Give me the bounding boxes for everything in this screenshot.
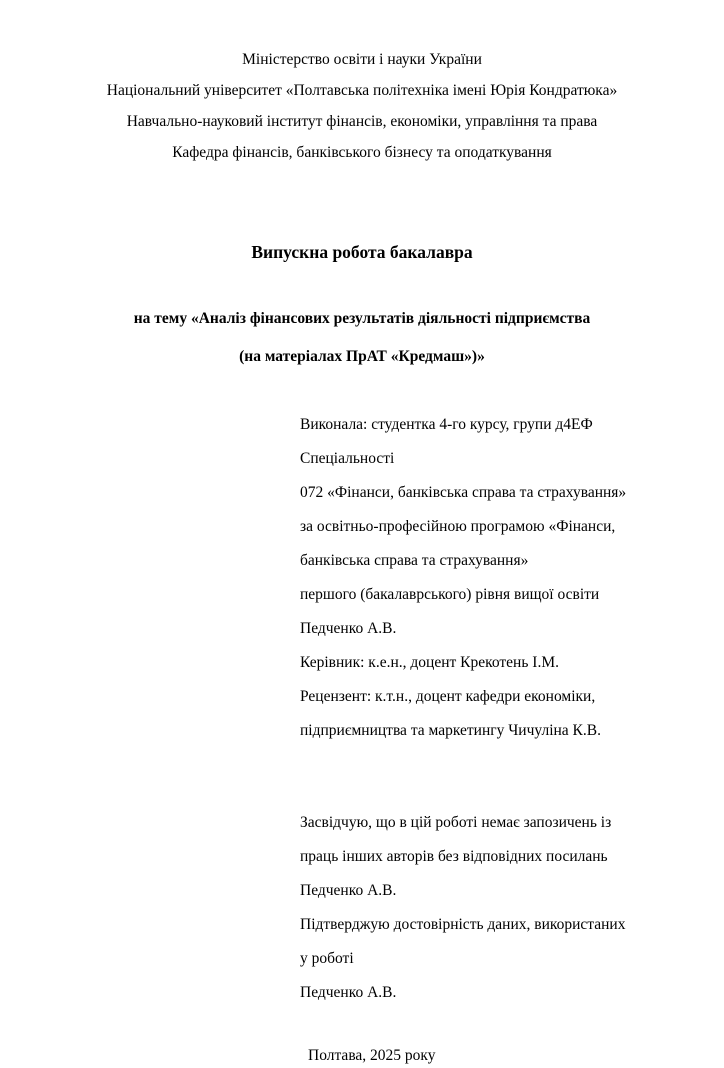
declaration-line: Педченко А.В. — [300, 984, 397, 1001]
details-line: Спеціальності — [300, 450, 395, 467]
details-line: Рецензент: к.т.н., доцент кафедри економіки, — [300, 688, 596, 705]
declaration — [300, 806, 684, 1010]
ministry-line: Міністерство освіти і науки України — [242, 51, 482, 68]
institute-line: Навчально-науковий інститут фінансів, економіки, управління та права — [126, 113, 598, 130]
work-title: Випускна робота бакалавра — [251, 242, 473, 262]
details-line: банківська справа та страхування» — [300, 552, 529, 569]
declaration-line: Педченко А.В. — [300, 882, 397, 899]
details-line: першого (бакалаврського) рівня вищої освіти — [300, 586, 600, 603]
details-line: підприємництва та маркетингу Чичуліна К.В. — [300, 722, 601, 739]
department-line: Кафедра фінансів, банківського бізнесу та оподаткування — [172, 144, 552, 161]
details-line: Виконала: студентка 4-го курсу, групи д4ЕФ — [300, 416, 593, 433]
thesis-topic — [0, 300, 724, 376]
details-line: 072 «Фінанси, банківська справа та страхування» — [300, 484, 627, 501]
topic-line-1: на тему «Аналіз фінансових результатів діяльності підприємства — [133, 310, 591, 327]
declaration-line: праць інших авторів без відповідних посилань — [300, 848, 608, 865]
details-line: за освітньо-професійною програмою «Фінанси, — [300, 518, 616, 535]
declaration-line: Засвідчую, що в цій роботі немає запозичень із — [300, 814, 612, 831]
city-year-line: Полтава, 2025 року — [308, 1047, 436, 1064]
declaration-line: у роботі — [300, 950, 354, 967]
topic-line-2: (на матеріалах ПрАТ «Кредмаш»)» — [239, 348, 485, 365]
institution-header — [0, 44, 724, 168]
details-line: Педченко А.В. — [300, 620, 397, 637]
university-line: Національний університет «Полтавська політехніка імені Юрія Кондратюка» — [106, 82, 618, 99]
declaration-line: Підтверджую достовірність даних, використаних — [300, 916, 626, 933]
details-line: Керівник: к.е.н., доцент Крекотень І.М. — [300, 654, 559, 671]
author-details — [300, 408, 684, 748]
